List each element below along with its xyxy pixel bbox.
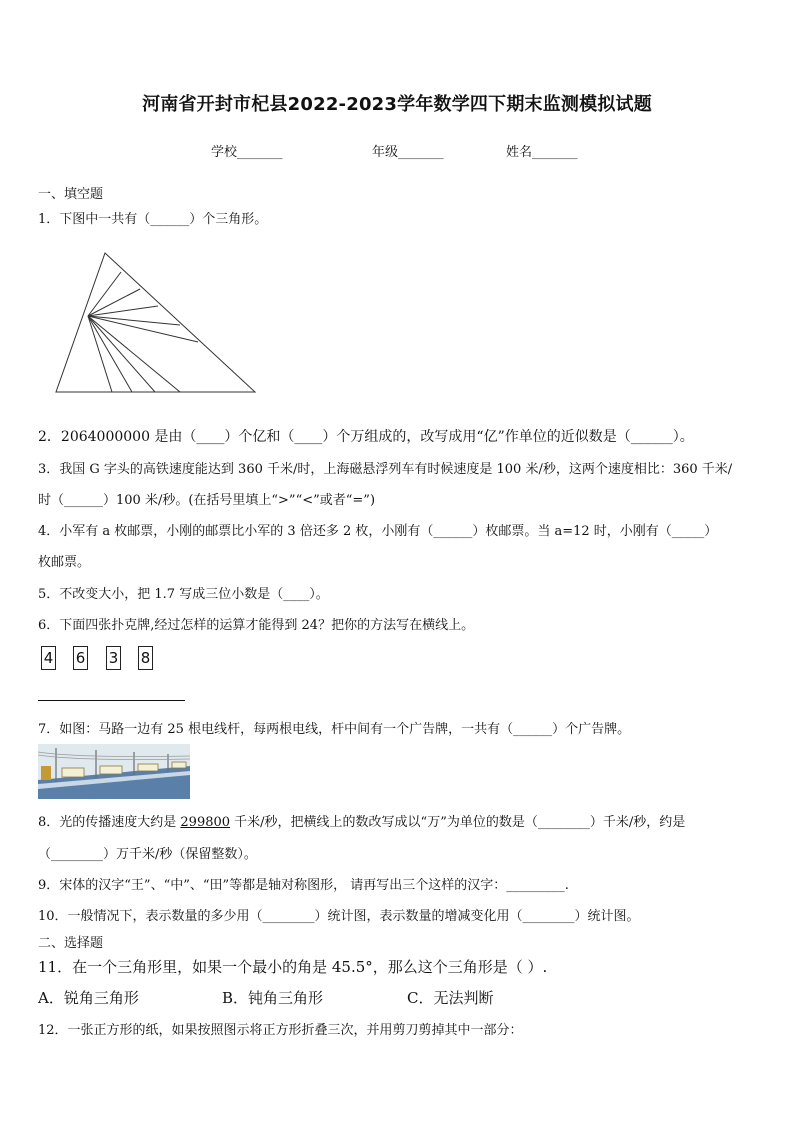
question-1: 1．下图中一共有（______）个三角形。 <box>38 212 268 227</box>
page-title: 河南省开封市杞县2022-2023学年数学四下期末监测模拟试题 <box>142 94 652 115</box>
section-choice-heading: 二、选择题 <box>38 936 104 951</box>
question-8-suffix: 千米/秒，把横线上的数改写成以“万”为单位的数是（________）千米/秒，约是 <box>230 815 686 830</box>
playing-card-3: 3 <box>106 646 121 670</box>
question-11: 11．在一个三角形里，如果一个最小的角是 45.5°，那么这个三角形是（ ）. <box>38 958 548 976</box>
option-b[interactable]: B．钝角三角形 <box>222 989 324 1007</box>
school-field: 学校_______ <box>211 145 283 160</box>
grade-field: 年级_______ <box>372 145 444 160</box>
question-10: 10．一般情况下，表示数量的多少用（________）统计图，表示数量的增减变化用（________）统计图。 <box>38 909 640 924</box>
question-5: 5．不改变大小，把 1.7 写成三位小数是（____）。 <box>38 587 329 602</box>
option-c[interactable]: C．无法判断 <box>407 989 494 1007</box>
question-8-line1 <box>38 811 685 830</box>
question-8-prefix: 8．光的传播速度大约是 <box>38 815 181 830</box>
name-field: 姓名_______ <box>506 145 578 160</box>
playing-card-1: 4 <box>41 646 56 670</box>
question-3-line2: 时（______）100 米/秒。(在括号里填上“>”“<”或者“=”) <box>38 493 376 508</box>
question-4-line2: 枚邮票。 <box>38 555 91 570</box>
playing-card-2: 6 <box>73 646 88 670</box>
underlined-number: 299800 <box>180 815 231 830</box>
option-a[interactable]: A．锐角三角形 <box>38 989 139 1007</box>
question-12: 12．一张正方形的纸，如果按照图示将正方形折叠三次，并用剪刀剪掉其中一部分： <box>38 1023 523 1038</box>
road-illustration <box>38 744 190 799</box>
question-4-line1: 4．小军有 a 枚邮票，小刚的邮票比小军的 3 倍还多 2 枚，小刚有（______）枚邮票。当 a=12 时，小刚有（_____） <box>38 524 718 539</box>
question-3-line1: 3．我国 G 字头的高铁速度能达到 360 千米/时，上海磁悬浮列车有时候速度是 100 米/秒，这两个速度相比：360 千米/ <box>38 462 733 477</box>
question-6: 6．下面四张扑克牌,经过怎样的运算才能得到 24？把你的方法写在横线上。 <box>38 618 475 633</box>
playing-card-4: 8 <box>138 646 153 670</box>
question-7: 7．如图：马路一边有 25 根电线杆，每两根电线，杆中间有一个广告牌，一共有（______）个广告牌。 <box>38 722 631 737</box>
triangle-figure <box>50 250 260 396</box>
question-9: 9．宋体的汉字“王”、“中”、“田”等都是轴对称图形， 请再写出三个这样的汉字：_________. <box>38 878 569 893</box>
answer-line <box>38 700 185 701</box>
section-fill-heading: 一、填空题 <box>38 187 104 202</box>
question-8-line2: （________）万千米/秒（保留整数）。 <box>38 847 257 862</box>
question-2: 2．2064000000 是由（____）个亿和（____）个万组成的，改写成用“亿”作单位的近似数是（______）。 <box>38 429 694 445</box>
